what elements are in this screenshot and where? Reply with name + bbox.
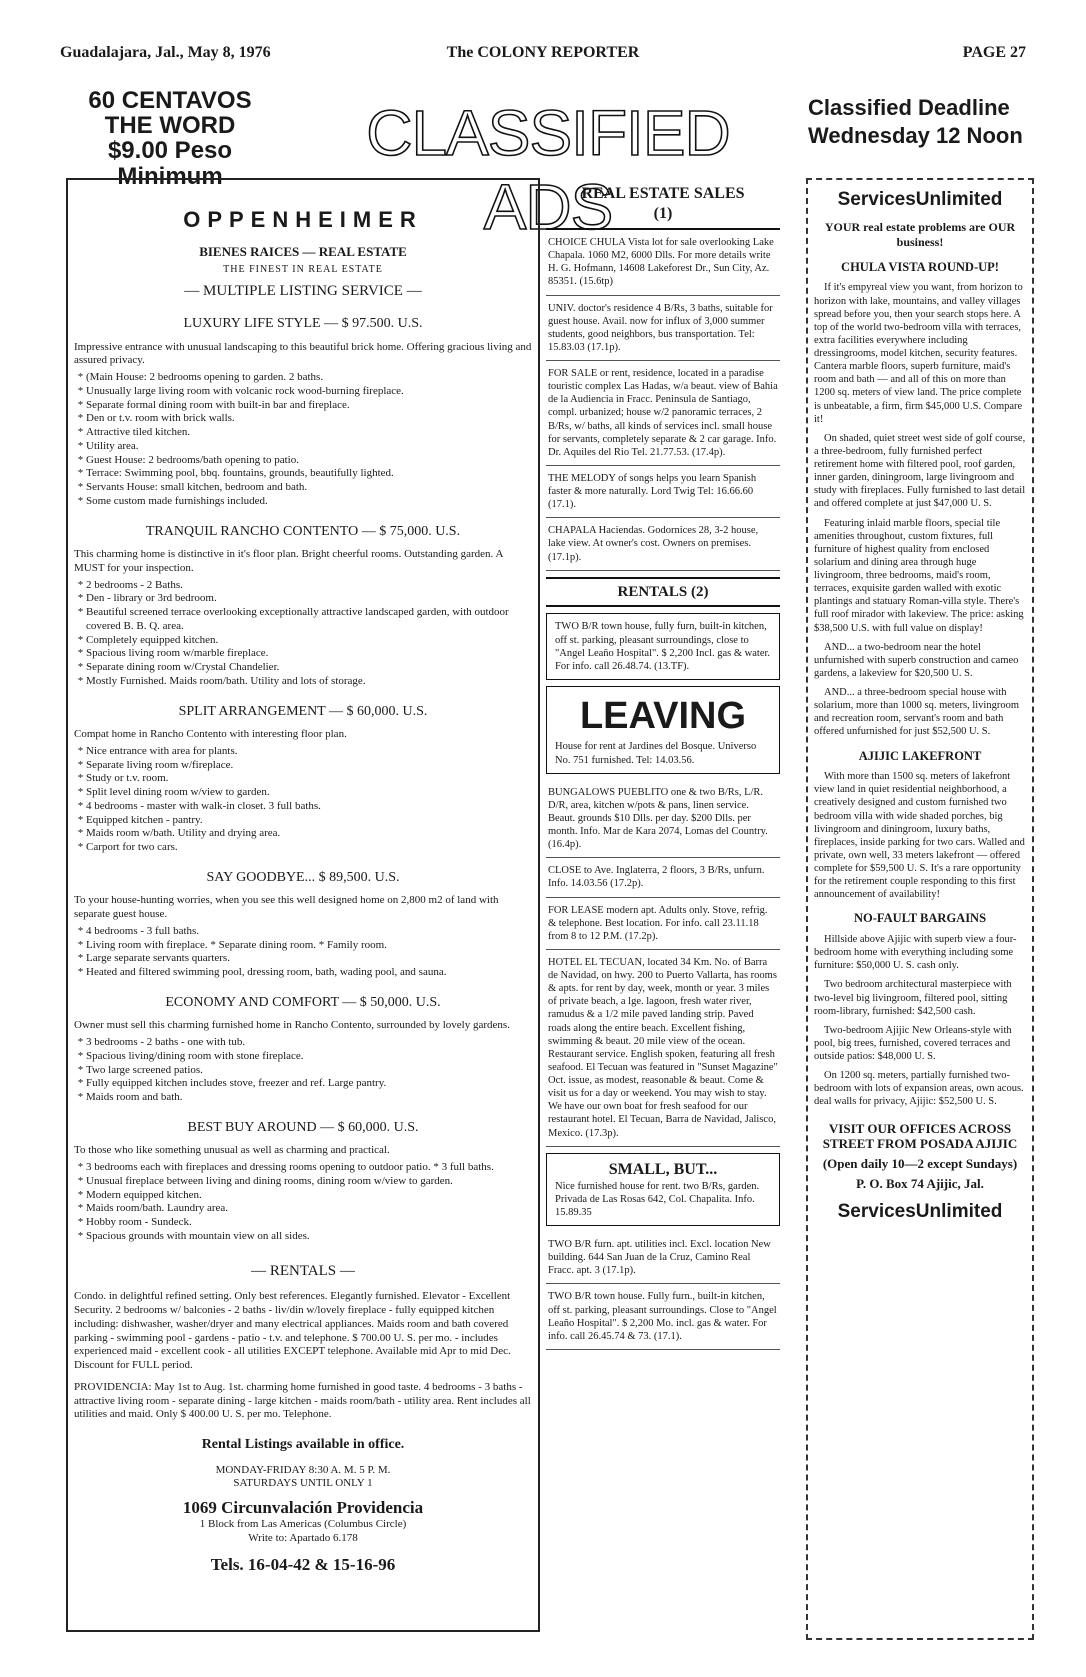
listing-head: SAY GOODBYE... $ 89,500. U.S. <box>206 869 400 885</box>
section-title: REAL ESTATE SALES <box>581 185 745 202</box>
listing-features <box>74 1036 532 1105</box>
feature: * Spacious grounds with mountain view on all sides. <box>86 1230 532 1244</box>
listing-head: LUXURY LIFE STYLE — $ 97.500. U.S. <box>183 316 423 331</box>
listing-head: BEST BUY AROUND — $ 60,000. U.S. <box>187 1119 419 1135</box>
classified-ad: CLOSE to Ave. Inglaterra, 2 floors, 3 B/Rs, unfurn. Info. 14.03.56 (17.2p). <box>546 858 780 897</box>
feature: * Mostly Furnished. Maids room/bath. Utility and lots of storage. <box>86 675 532 689</box>
price-box <box>60 88 280 189</box>
feature: * Carport for two cars. <box>86 841 532 855</box>
feature: * Nice entrance with area for plants. <box>86 745 532 759</box>
agency-name: OPPENHEIMER <box>183 207 423 232</box>
oppenheimer-ad <box>66 178 540 1632</box>
services-unlimited-ad <box>806 178 1034 1640</box>
feature: * Living room with fireplace. * Separate dining room. * Family room. <box>86 939 532 953</box>
section-number: (1) <box>653 205 673 222</box>
listing-text: Hillside above Ajijic with superb view a four-bedroom home with everything including some furniture: $50,000 U. S. cash only. <box>814 934 1017 972</box>
feature: * Servants House: small kitchen, bedroom and bath. <box>86 481 532 495</box>
classified-ad: TWO B/R town house. Fully furn., built-in kitchen, off st. parking, pleasant surroundings. Close to "Angel Leaño Hospital". $ 2,200 Mo. incl. gas & water. For info. call 26.45.74 & 73. (17.1). <box>546 1284 780 1350</box>
listing-intro: Compat home in Rancho Contento with interesting floor plan. <box>74 728 347 740</box>
small-text: Nice furnished house for rent. two B/Rs, garden. Privada de Las Rosas 642, Col. Chapalita. Info. 15.89.35 <box>555 1180 760 1218</box>
listing-features <box>74 925 532 980</box>
listing-intro: To those who like something unusual as well as charming and practical. <box>74 1144 390 1157</box>
classified-ad: FOR LEASE modern apt. Adults only. Stove, refrig. & telephone. Best location. For info. call 23.11.18 from 8 to 12 P.M. (17.2p). <box>546 898 780 950</box>
leaving-text: House for rent at Jardines del Bosque. Universo No. 751 furnished. Tel: 14.03.56. <box>555 741 757 766</box>
listing-text: If it's empyreal view you want, from horizon to horizon with lake, mountains, and valley villages spread before you, then your search stops here. A top of the world two-bedroom villa with terraces, extra facilities everywhere including dressingrooms, model kitchen, security features. Cantera marble floors, superb furniture, maid's room and bath — and all of this on more than 1200 sq. meters of view land. The price complete is unbeatable, a firm, firm $45,000 U.S. Compare it! <box>814 282 1023 425</box>
feature: * Fully equipped kitchen includes stove, freezer and ref. Large pantry. <box>86 1077 532 1091</box>
feature: * Maids room w/bath. Utility and drying area. <box>86 827 532 841</box>
page-title: CLASSIFIED ADS <box>366 97 730 243</box>
feature: * Den - library or 3rd bedroom. <box>86 592 532 606</box>
classified-ad: CHOICE CHULA Vista lot for sale overlooking Lake Chapala. 1060 M2, 6000 Dlls. For more details write H. G. Hofmann, 14608 Lakeforest Dr., Sun City, Az. 85351. (15.6tp) <box>546 230 780 296</box>
feature: * (Main House: 2 bedrooms opening to garden. 2 baths. <box>86 371 532 385</box>
small-but-ad <box>546 1153 780 1226</box>
listing-text: AND... a two-bedroom near the hotel unfurnished with superb construction and cameo gardens, a lakeview for $20,500 U. S. <box>814 641 1019 679</box>
price-line: 60 CENTAVOS <box>88 87 252 114</box>
feature: * Spacious living/dining room with stone fireplace. <box>86 1050 532 1064</box>
deadline-line: Wednesday 12 Noon <box>808 122 1023 148</box>
subheading: NO-FAULT BARGAINS <box>853 911 987 926</box>
masthead-date: Guadalajara, Jal., May 8, 1976 <box>60 44 271 61</box>
feature: * 4 bedrooms - 3 full baths. <box>86 925 532 939</box>
feature: * 4 bedrooms - master with walk-in closet. 3 full baths. <box>86 800 532 814</box>
feature: * Separate living room w/fireplace. <box>86 759 532 773</box>
middle-column <box>546 178 780 1640</box>
masthead-page: PAGE 27 <box>962 44 1026 61</box>
section-heading: RENTALS (2) <box>546 577 780 608</box>
leaving-title: LEAVING <box>579 694 747 737</box>
listing-features <box>74 371 532 509</box>
small-title: SMALL, BUT... <box>608 1160 718 1178</box>
lead-line: YOUR real estate problems are OUR business! <box>824 219 1016 249</box>
listing-text: Two-bedroom Ajijic New Orleans-style with pool, big trees, furnished, covered terraces and outside patios: $48,000 U. S. <box>814 1024 1012 1062</box>
listing-features <box>74 1161 532 1244</box>
rental-listing: PROVIDENCIA: May 1st to Aug. 1st. charming home furnished in good taste. 4 bedrooms - 3 baths - attractive living room - separate dining - large kitchen - maids room/bath - utility area. Rent includes all utilities and maid. Only $ 400.00 U. S. per mo. Telephone. <box>74 1380 531 1421</box>
price-line: THE WORD <box>104 112 236 140</box>
feature: * Spacious living room w/marble fireplace. <box>86 647 532 661</box>
listing-head: ECONOMY AND COMFORT — $ 50,000. U.S. <box>165 994 441 1010</box>
feature: * Two large screened patios. <box>86 1064 532 1078</box>
listing-text: With more than 1500 sq. meters of lakefront view land in quiet residential neighborhood, a creatively designed and custom furnished two bedroom villa with wide shaded porches, big livingroom and diningroom, luxury baths, fireplaces, inside parking for two cars. Walled and private, own well, 33 meters lakefront — offered complete for $59,500 U. S. It's a rare opportunity for the retirement couple responding to this first announcement of availability! <box>814 771 1025 901</box>
classified-ad: BUNGALOWS PUEBLITO one & two B/Rs, L/R. D/R, area, kitchen w/pots & pans, linen service. Beaut. grounds $10 Dlls. per day. $200 Dlls. per month. Info. Mar de Kara 2074, Lomas del Country. (16.4p). <box>546 780 780 859</box>
listing-text: Featuring inlaid marble floors, special tile amenities throughout, custom fixtures, full furniture of highest quality from enclosed solarium and dining area through huge livingroom, three bedrooms, maid's room, terraces, exquisite garden walled with exotic plantings and statuary Roman-villa style. There's full roof mirador with lakeview. The price: asking $38,500 U.S. with full value on display! <box>814 517 1024 634</box>
banner-bottom: ServicesUnlimited <box>837 1201 1003 1223</box>
classified-ad: TWO B/R furn. apt. utilities incl. Excl. location New building. 644 San Juan de la Cruz, Camino Real Fracc. apt. 3 (17.1p). <box>546 1232 780 1284</box>
feature: * Guest House: 2 bedrooms/bath opening to patio. <box>86 454 532 468</box>
feature: * Maids room/bath. Laundry area. <box>86 1202 532 1216</box>
feature: * Separate formal dining room with built-in bar and fireplace. <box>86 399 532 413</box>
rental-listing: Condo. in delightful refined setting. Only best references. Elegantly furnished. Elevator - Excellent Security. 2 bedrooms w/ balconies - 2 baths - liv/din w/lovely fireplace - fully equipped kitchen including: dishwasher, washer/dryer and many electrical appliances. Maids room and bath covered parking - swimming pool - gardens - patio - t.v. and telephone. $ 700.00 U. S. per mo. - includes experienced maid - excellent cook - all utilities EXCEPT telephone. Available mid Apr to mid Dec. Discount for FULL period. <box>74 1290 511 1371</box>
deadline-box <box>808 94 1036 149</box>
listing-intro: This charming home is distinctive in it's floor plan. Bright cheerful rooms. Outstanding garden. A MUST for your inspection. <box>74 548 503 574</box>
feature: * Split level dining room w/view to garden. <box>86 786 532 800</box>
masthead <box>60 44 1026 66</box>
subheading: CHULA VISTA ROUND-UP! <box>841 259 999 274</box>
listing-text: On shaded, quiet street west side of golf course, a three-bedroom, fully furnished perfect retirement home with filtered pool, roof garden, inner garden, diningroom, large livingroom and study with fireplaces. Fully furnished to last detail and offered complete at just $47,000 U. S. <box>814 432 1026 510</box>
listings-note: Rental Listings available in office. <box>201 1437 405 1452</box>
agency-mls: — MULTIPLE LISTING SERVICE — <box>184 283 422 300</box>
agency-sub: BIENES RAICES — REAL ESTATE <box>199 243 407 259</box>
listing-text: On 1200 sq. meters, partially furnished two-bedroom with lots of expansion areas, own acous. deal walls for privacy, Ajijic: $52,500 U. S. <box>814 1070 1024 1108</box>
listing-intro: Owner must sell this charming furnished home in Rancho Contento, surrounded by lovely gardens. <box>74 1019 510 1032</box>
feature: * Modern equipped kitchen. <box>86 1189 532 1203</box>
office-hours: MONDAY-FRIDAY 8:30 A. M. 5 P. M. <box>215 1463 391 1476</box>
feature: * Separate dining room w/Crystal Chandelier. <box>86 661 532 675</box>
listing-head: TRANQUIL RANCHO CONTENTO — $ 75,000. U.S. <box>145 523 461 539</box>
address-note: Write to: Apartado 6.178 <box>248 1532 358 1544</box>
feature: * Unusually large living room with volcanic rock wood-burning fireplace. <box>86 385 532 399</box>
feature: * Heated and filtered swimming pool, dressing room, bath, wading pool, and sauna. <box>86 966 532 980</box>
feature: * 3 bedrooms each with fireplaces and dressing rooms opening to outdoor patio. * 3 full baths. <box>86 1161 532 1175</box>
feature: * Completely equipped kitchen. <box>86 634 532 648</box>
open-hours: (Open daily 10—2 except Sundays) <box>822 1155 1018 1171</box>
listing-head: SPLIT ARRANGEMENT — $ 60,000. U.S. <box>178 703 428 719</box>
listing-intro: To your house-hunting worries, when you see this well designed home on 2,800 m2 of land with separate guest house. <box>74 894 499 920</box>
listing-intro: Impressive entrance with unusual landscaping to this beautiful brick home. Offering gracious living and assured privacy. <box>74 340 532 367</box>
feature: * Beautiful screened terrace overlooking exceptionally attractive landscaped garden, with outdoor covered B. B. Q. area. <box>86 606 532 634</box>
listing-features <box>74 745 532 855</box>
classified-ad: UNIV. doctor's residence 4 B/Rs, 3 baths, suitable for guest house. Avail. now for influx of 3,000 summer students, good neighbors, bus transportation. Tel: 15.83.03 (17.1p). <box>546 296 780 362</box>
office-phones: Tels. 16-04-42 & 15-16-96 <box>210 1554 396 1574</box>
feature: * Terrace: Swimming pool, bbq. fountains, grounds, beautifully lighted. <box>86 467 532 481</box>
address-note: 1 Block from Las Americas (Columbus Circle) <box>199 1518 407 1531</box>
leaving-ad <box>546 686 780 774</box>
feature: * Study or t.v. room. <box>86 772 532 786</box>
classified-ad: FOR SALE or rent, residence, located in a paradise touristic complex Las Hadas, w/a beaut. view of Bahia de la Audiencia in Fracc. Peninsula de Santiago, compl. urbanized; house w/2 panoramic terraces, 2 B/Rs, w/ baths, all kinds of services incl. small house for servants, completely separate & 2 car garage. Info. Dr. Aquiles del Rio Tel. 21.77.53. (17.4p). <box>546 361 780 466</box>
listing-text: AND... a three-bedroom special house with solarium, more than 1000 sq. meters, livingroom and recreation room, servant's room and bath offered unfurnished for just $52,500 U. S. <box>814 687 1020 738</box>
feature: * Maids room and bath. <box>86 1091 532 1105</box>
visit-line: VISIT OUR OFFICES ACROSS STREET FROM POSADA AJIJIC <box>822 1120 1018 1152</box>
office-address: 1069 Circunvalación Providencia <box>182 1498 424 1517</box>
banner-top: ServicesUnlimited <box>837 189 1003 210</box>
subheading: AJIJIC LAKEFRONT <box>858 748 982 763</box>
feature: * Den or t.v. room with brick walls. <box>86 412 532 426</box>
feature: * Some custom made furnishings included. <box>86 495 532 509</box>
feature: * Hobby room - Sundeck. <box>86 1216 532 1230</box>
deadline-line: Classified Deadline <box>808 95 1010 120</box>
office-hours: SATURDAYS UNTIL ONLY 1 <box>233 1477 373 1490</box>
masthead-paper: The COLONY REPORTER <box>446 44 640 61</box>
feature: * Utility area. <box>86 440 532 454</box>
feature: * 3 bedrooms - 2 baths - one with tub. <box>86 1036 532 1050</box>
listing-features <box>74 579 532 689</box>
feature: * Attractive tiled kitchen. <box>86 426 532 440</box>
classified-ad: THE MELODY of songs helps you learn Spanish faster & more naturally. Lord Twig Tel: 16.66.60 (17.1). <box>546 466 780 518</box>
price-line: $9.00 Peso Minimum <box>107 137 233 190</box>
classified-ad: TWO B/R town house, fully furn, built-in kitchen, off st. parking, pleasant surroundings, close to "Angel Leaño Hospital". $ 2,200 Incl. gas & water. For info. call 26.48.74. (13.TF). <box>546 613 780 680</box>
classified-ad: HOTEL EL TECUAN, located 34 Km. No. of Barra de Navidad, on hwy. 200 to Puerto Vallarta, has rooms & apts. for rent by day, week, month or year. 3 miles of private beach, a lge. lagoon, fresh water river, ramudus & a 1/2 mile paved landing strip. Paved roads along the entire beach. Excellent fishing, swimming & beaut. 20 mile view of the ocean. Restaurant service. English spoken, featuring all fresh seafood. El Tecuan was featured in "Sunset Magazine" Oct. issue, as modest, reasonable & beaut. Come & visit us for a day or weekend. You may wish to stay. We have our own boat for fresh seafood for our restaurant hotel. El Tecuan, Barra de Navidad, Jalisco, Mexico. (17.3p). <box>546 950 780 1147</box>
section-heading <box>546 178 780 230</box>
agency-tagline: THE FINEST IN REAL ESTATE <box>223 263 383 275</box>
rentals-heading: — RENTALS — <box>251 1262 355 1279</box>
po-box: P. O. Box 74 Ajijic, Jal. <box>856 1175 984 1191</box>
feature: * Large separate servants quarters. <box>86 952 532 966</box>
feature: * 2 bedrooms - 2 Baths. <box>86 579 532 593</box>
feature: * Equipped kitchen - pantry. <box>86 814 532 828</box>
classified-ad: CHAPALA Haciendas. Godornices 28, 3-2 house, lake view. At owner's cost. Owners on premises. (17.1p). <box>546 518 780 570</box>
listing-text: Two bedroom architectural masterpiece with two-level big livingroom, filtered pool, sitting room-library, furnished: $42,500 cash. <box>814 979 1012 1017</box>
feature: * Unusual fireplace between living and dining rooms, dining room w/view to garden. <box>86 1175 532 1189</box>
